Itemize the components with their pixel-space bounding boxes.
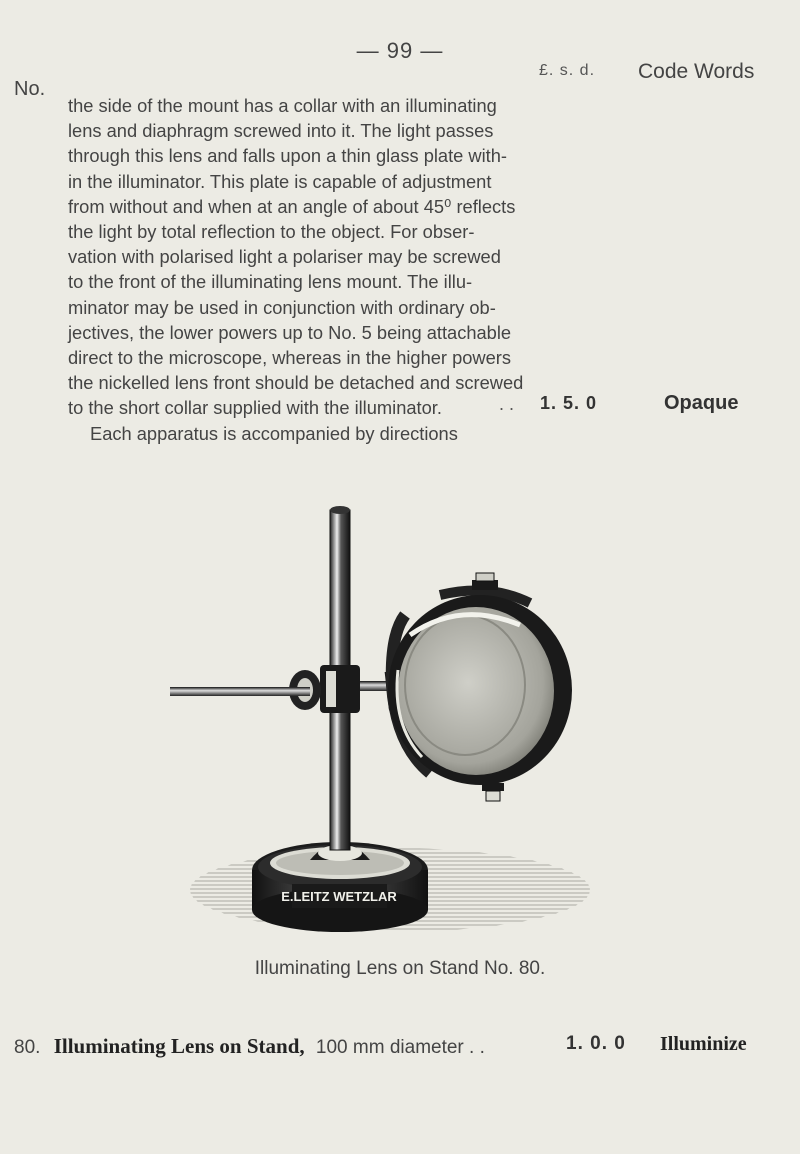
page-number: — 99 — <box>356 38 444 63</box>
description-line: to the short collar supplied with the illuminator. <box>68 397 442 419</box>
figure-caption: Illuminating Lens on Stand No. 80. <box>254 958 546 979</box>
description-line: lens and diaphragm screwed into it. The light passes <box>68 120 494 142</box>
description-paragraph <box>68 93 588 446</box>
price-opaque: 1. 5. 0 <box>540 393 598 413</box>
item-price: 1. 0. 0 <box>566 1033 626 1054</box>
item-number: 80. <box>14 1037 41 1058</box>
code-word-opaque: Opaque <box>664 392 739 414</box>
description-line: the side of the mount has a collar with an illuminating <box>68 95 497 116</box>
item-description: 100 mm diameter . . <box>315 1037 485 1058</box>
item-code-word: Illuminize <box>660 1033 747 1055</box>
description-last-line: Each apparatus is accompanied by directions <box>90 422 458 444</box>
description-line: the nickelled lens front should be detached and screwed <box>68 372 524 394</box>
description-line: minator may be used in conjunction with ordinary ob- <box>68 296 496 318</box>
item-name: Illuminating Lens on Stand, <box>53 1034 305 1058</box>
description-line: from without and when at an angle of about 45⁰ reflects <box>68 195 516 217</box>
illuminating-lens-illustration <box>160 495 600 945</box>
column-header-no: No. <box>14 78 46 100</box>
column-header-price: £. s. d. <box>539 62 596 79</box>
brand-engraving: E.LEITZ WETZLAR <box>281 889 397 904</box>
description-line: in the illuminator. This plate is capable of adjustment <box>68 170 492 192</box>
description-line: vation with polarised light a polariser may be screwed <box>68 246 501 268</box>
description-line: through this lens and falls upon a thin glass plate with- <box>68 145 508 167</box>
price-leader: . . <box>499 394 515 414</box>
description-line: the light by total reflection to the object. For obser- <box>68 221 475 243</box>
description-line: direct to the microscope, whereas in the higher powers <box>68 347 512 369</box>
catalogue-item-row <box>14 1034 485 1059</box>
description-line: jectives, the lower powers up to No. 5 being attachable <box>68 321 512 343</box>
description-line: to the front of the illuminating lens mount. The illu- <box>68 271 473 293</box>
column-header-code-words: Code Words <box>638 60 755 83</box>
